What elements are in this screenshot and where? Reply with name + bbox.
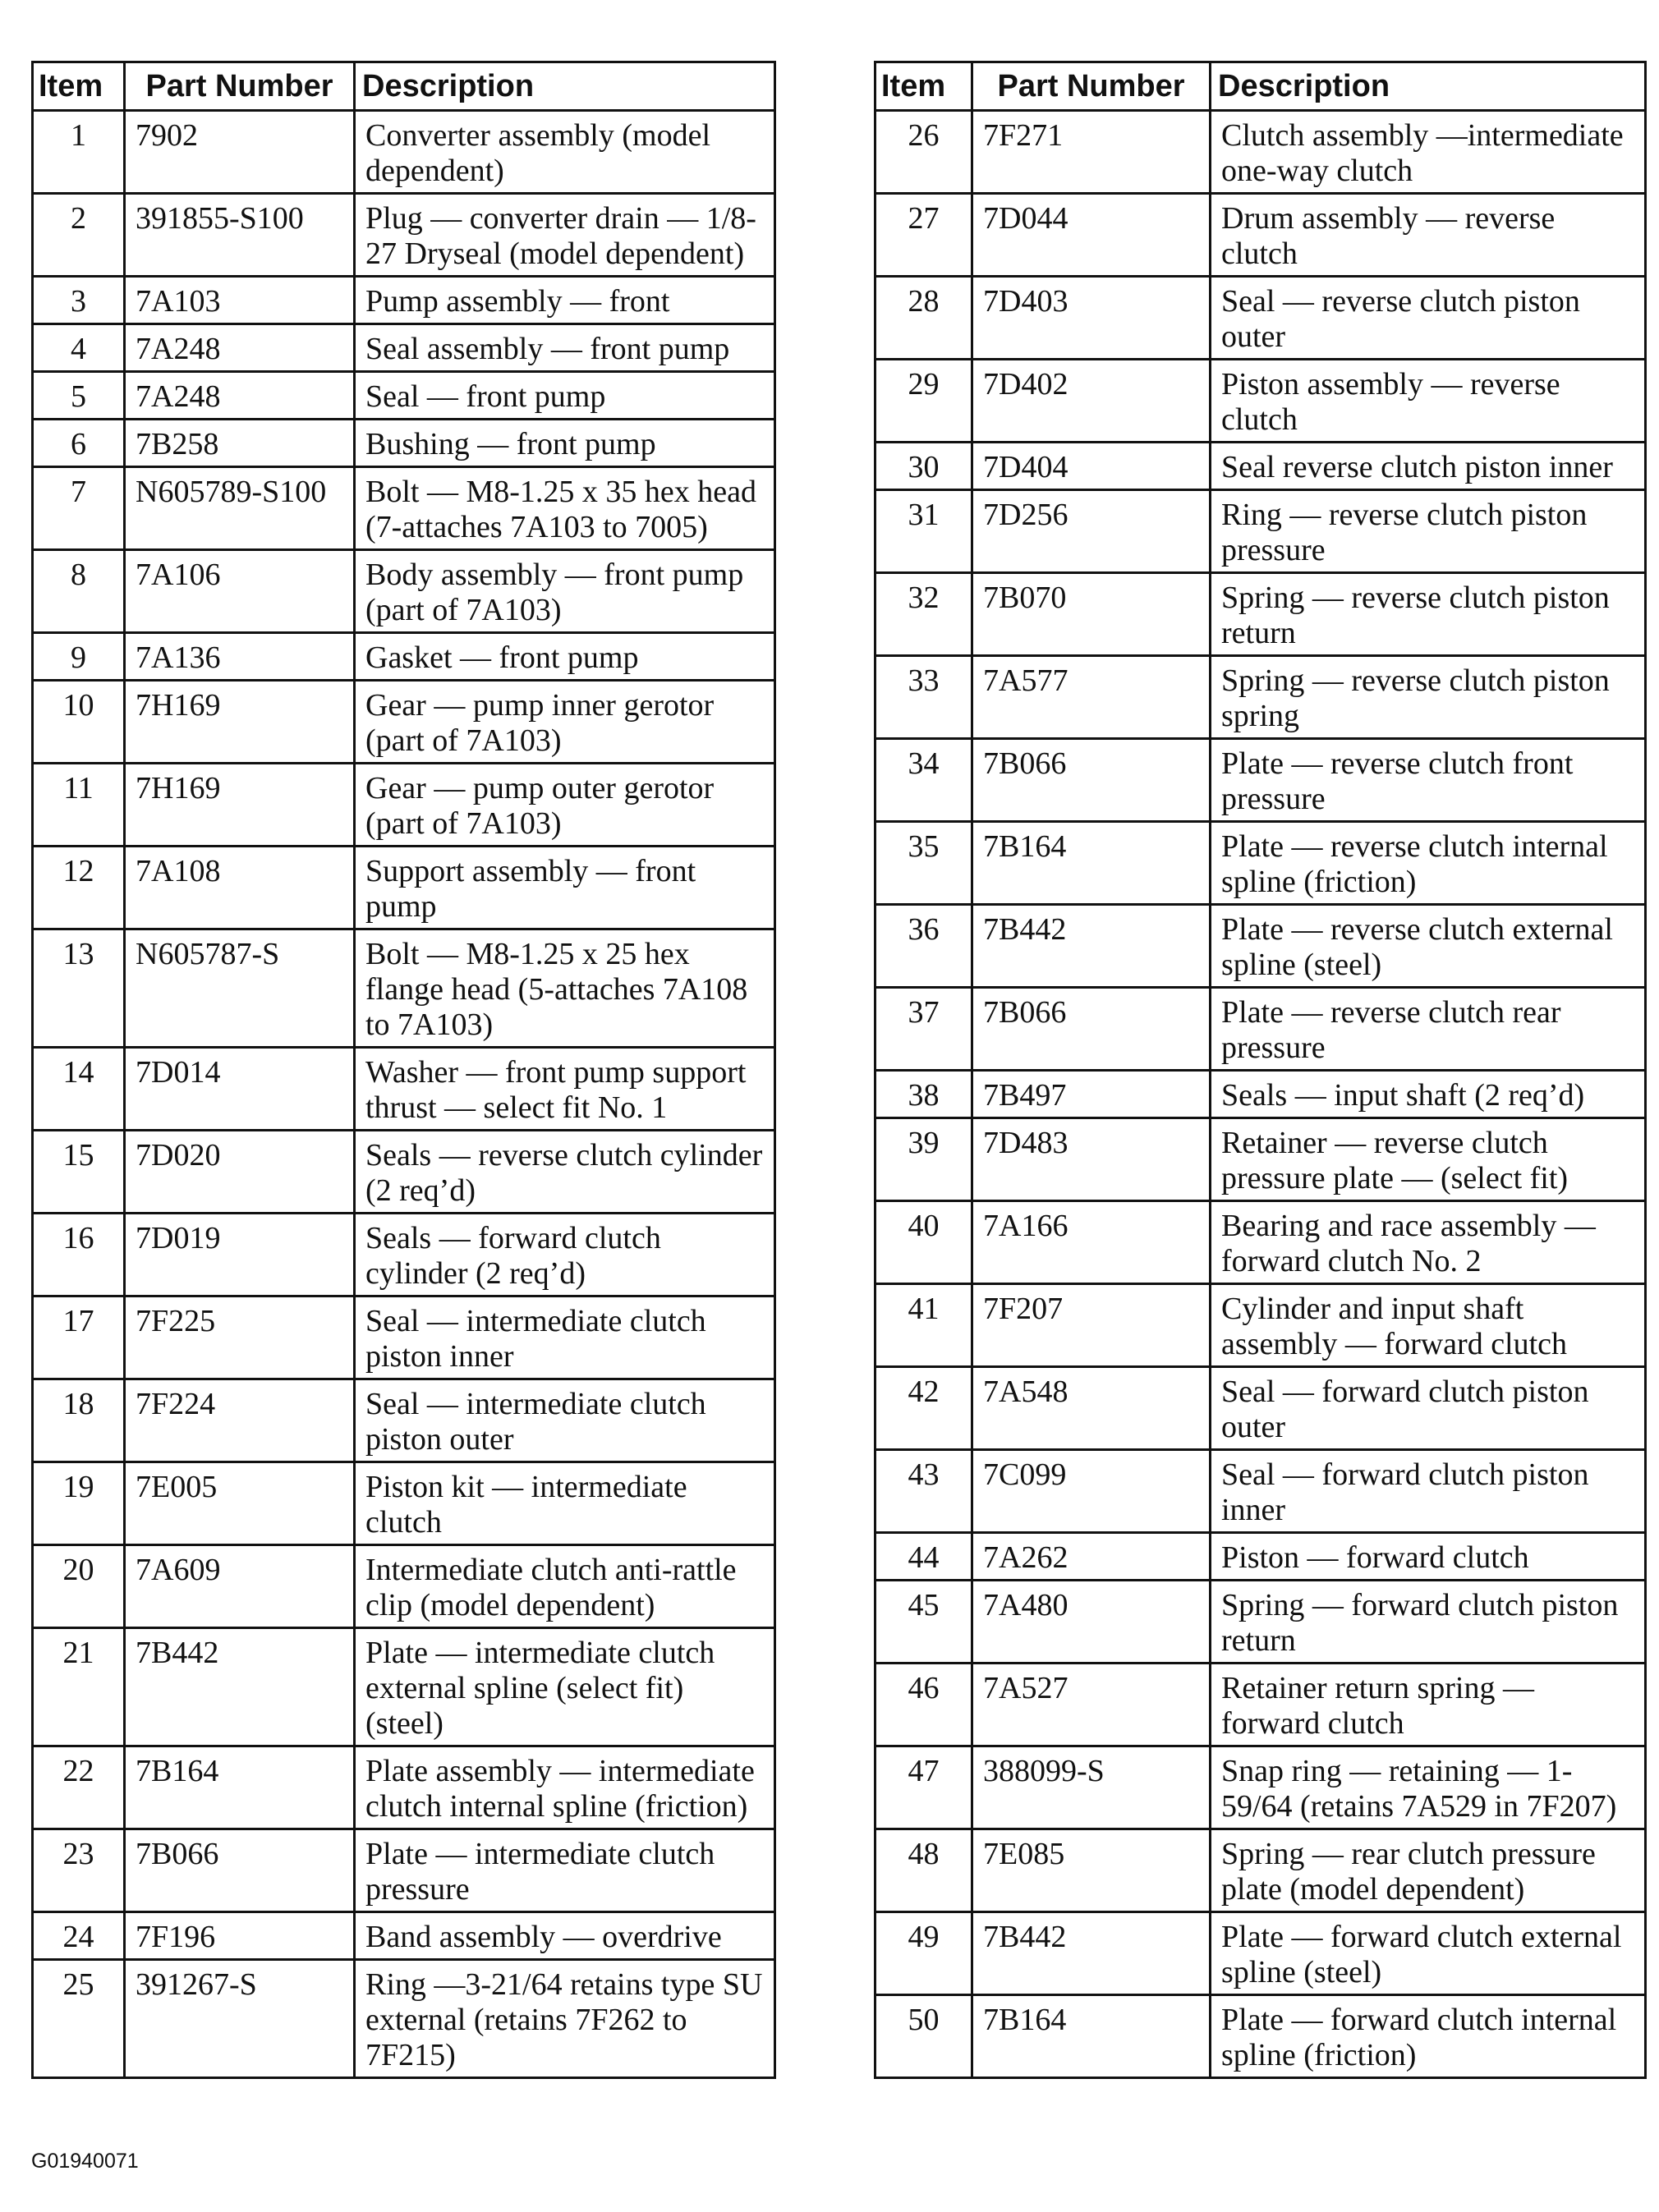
table-row xyxy=(875,1912,1646,1995)
table-row xyxy=(875,111,1646,194)
item-cell: 40 xyxy=(875,1201,972,1284)
item-cell: 46 xyxy=(875,1664,972,1746)
table-row xyxy=(875,573,1646,656)
part-number-cell: 391267-S xyxy=(125,1960,355,2078)
item-cell: 15 xyxy=(33,1131,125,1214)
table-row xyxy=(33,847,775,929)
part-number-cell: 7H169 xyxy=(125,681,355,764)
table-row xyxy=(33,324,775,372)
item-cell: 24 xyxy=(33,1912,125,1960)
description-cell: Piston assembly — reverse clutch xyxy=(1211,360,1646,443)
item-cell: 22 xyxy=(33,1746,125,1829)
description-cell: Plate — forward clutch external spline (steel) xyxy=(1211,1912,1646,1995)
header-item: Item xyxy=(33,62,125,111)
table-row xyxy=(875,1071,1646,1118)
description-cell: Seal — intermediate clutch piston outer xyxy=(355,1379,775,1462)
item-cell: 26 xyxy=(875,111,972,194)
part-number-cell: 7D402 xyxy=(972,360,1211,443)
item-cell: 10 xyxy=(33,681,125,764)
item-cell: 27 xyxy=(875,194,972,277)
part-number-cell: 7A103 xyxy=(125,277,355,324)
part-number-cell: 7B066 xyxy=(972,988,1211,1071)
table-row xyxy=(875,490,1646,573)
item-cell: 5 xyxy=(33,372,125,420)
item-cell: 4 xyxy=(33,324,125,372)
table-row xyxy=(33,1545,775,1628)
part-number-cell: 7B164 xyxy=(125,1746,355,1829)
item-cell: 16 xyxy=(33,1214,125,1296)
parts-table-left xyxy=(31,61,776,2079)
part-number-cell: 7H169 xyxy=(125,764,355,847)
item-cell: 18 xyxy=(33,1379,125,1462)
table-row xyxy=(33,1829,775,1912)
item-cell: 17 xyxy=(33,1296,125,1379)
item-cell: 34 xyxy=(875,739,972,822)
table-row xyxy=(33,1048,775,1131)
part-number-cell: 7A609 xyxy=(125,1545,355,1628)
parts-table-right xyxy=(874,61,1647,2079)
table-row xyxy=(875,1664,1646,1746)
table-row xyxy=(33,1746,775,1829)
part-number-cell: 7902 xyxy=(125,111,355,194)
part-number-cell: 7D256 xyxy=(972,490,1211,573)
description-cell: Seals — forward clutch cylinder (2 req’d) xyxy=(355,1214,775,1296)
description-cell: Gasket — front pump xyxy=(355,633,775,681)
item-cell: 35 xyxy=(875,822,972,905)
table-row xyxy=(875,1118,1646,1201)
description-cell: Band assembly — overdrive xyxy=(355,1912,775,1960)
part-number-cell: 7D403 xyxy=(972,277,1211,360)
item-cell: 25 xyxy=(33,1960,125,2078)
table-row xyxy=(875,1284,1646,1367)
description-cell: Plate — reverse clutch external spline (steel) xyxy=(1211,905,1646,988)
description-cell: Seal — forward clutch piston inner xyxy=(1211,1450,1646,1533)
table-row xyxy=(875,905,1646,988)
description-cell: Piston — forward clutch xyxy=(1211,1533,1646,1581)
part-number-cell: N605789-S100 xyxy=(125,467,355,550)
table-row xyxy=(875,1746,1646,1829)
table-header-row xyxy=(33,62,775,111)
part-number-cell: 7B442 xyxy=(125,1628,355,1746)
table-row xyxy=(33,929,775,1048)
table-row xyxy=(875,1533,1646,1581)
description-cell: Bolt — M8-1.25 x 25 hex flange head (5-attaches 7A108 to 7A103) xyxy=(355,929,775,1048)
description-cell: Gear — pump outer gerotor (part of 7A103) xyxy=(355,764,775,847)
part-number-cell: 7B497 xyxy=(972,1071,1211,1118)
description-cell: Ring —3-21/64 retains type SU external (retains 7F262 to 7F215) xyxy=(355,1960,775,2078)
description-cell: Snap ring — retaining — 1-59/64 (retains 7A529 in 7F207) xyxy=(1211,1746,1646,1829)
part-number-cell: 7F224 xyxy=(125,1379,355,1462)
description-cell: Ring — reverse clutch piston pressure xyxy=(1211,490,1646,573)
table-row xyxy=(33,633,775,681)
description-cell: Gear — pump inner gerotor (part of 7A103) xyxy=(355,681,775,764)
part-number-cell: 7C099 xyxy=(972,1450,1211,1533)
description-cell: Seal assembly — front pump xyxy=(355,324,775,372)
description-cell: Spring — reverse clutch piston return xyxy=(1211,573,1646,656)
item-cell: 48 xyxy=(875,1829,972,1912)
part-number-cell: 388099-S xyxy=(972,1746,1211,1829)
item-cell: 3 xyxy=(33,277,125,324)
item-cell: 43 xyxy=(875,1450,972,1533)
part-number-cell: 7D019 xyxy=(125,1214,355,1296)
part-number-cell: 7A108 xyxy=(125,847,355,929)
header-description: Description xyxy=(1211,62,1646,111)
part-number-cell: 391855-S100 xyxy=(125,194,355,277)
description-cell: Bushing — front pump xyxy=(355,420,775,467)
part-number-cell: 7D014 xyxy=(125,1048,355,1131)
part-number-cell: 7F207 xyxy=(972,1284,1211,1367)
part-number-cell: 7B442 xyxy=(972,1912,1211,1995)
table-row xyxy=(875,1450,1646,1533)
part-number-cell: 7A480 xyxy=(972,1581,1211,1664)
item-cell: 44 xyxy=(875,1533,972,1581)
description-cell: Seals — reverse clutch cylinder (2 req’d) xyxy=(355,1131,775,1214)
item-cell: 33 xyxy=(875,656,972,739)
part-number-cell: 7E085 xyxy=(972,1829,1211,1912)
item-cell: 23 xyxy=(33,1829,125,1912)
item-cell: 36 xyxy=(875,905,972,988)
description-cell: Pump assembly — front xyxy=(355,277,775,324)
description-cell: Spring — rear clutch pressure plate (model dependent) xyxy=(1211,1829,1646,1912)
table-row xyxy=(875,277,1646,360)
item-cell: 14 xyxy=(33,1048,125,1131)
description-cell: Intermediate clutch anti-rattle clip (model dependent) xyxy=(355,1545,775,1628)
item-cell: 39 xyxy=(875,1118,972,1201)
table-row xyxy=(875,822,1646,905)
table-row xyxy=(33,1296,775,1379)
part-number-cell: N605787-S xyxy=(125,929,355,1048)
table-row xyxy=(875,739,1646,822)
item-cell: 38 xyxy=(875,1071,972,1118)
header-item: Item xyxy=(875,62,972,111)
item-cell: 50 xyxy=(875,1995,972,2078)
item-cell: 45 xyxy=(875,1581,972,1664)
part-number-cell: 7D044 xyxy=(972,194,1211,277)
part-number-cell: 7D020 xyxy=(125,1131,355,1214)
item-cell: 8 xyxy=(33,550,125,633)
description-cell: Bolt — M8-1.25 x 35 hex head (7-attaches 7A103 to 7005) xyxy=(355,467,775,550)
description-cell: Seal — reverse clutch piston outer xyxy=(1211,277,1646,360)
item-cell: 12 xyxy=(33,847,125,929)
item-cell: 28 xyxy=(875,277,972,360)
table-row xyxy=(33,467,775,550)
item-cell: 2 xyxy=(33,194,125,277)
description-cell: Plate — intermediate clutch pressure xyxy=(355,1829,775,1912)
item-cell: 30 xyxy=(875,443,972,490)
part-number-cell: 7B442 xyxy=(972,905,1211,988)
description-cell: Plate — reverse clutch rear pressure xyxy=(1211,988,1646,1071)
table-row xyxy=(875,1581,1646,1664)
table-row xyxy=(875,1201,1646,1284)
part-number-cell: 7A262 xyxy=(972,1533,1211,1581)
table-row xyxy=(33,1628,775,1746)
item-cell: 31 xyxy=(875,490,972,573)
table-row xyxy=(33,1462,775,1545)
description-cell: Seal reverse clutch piston inner xyxy=(1211,443,1646,490)
description-cell: Plate — reverse clutch front pressure xyxy=(1211,739,1646,822)
table-row xyxy=(875,360,1646,443)
table-row xyxy=(33,1131,775,1214)
description-cell: Plate assembly — intermediate clutch internal spline (friction) xyxy=(355,1746,775,1829)
item-cell: 19 xyxy=(33,1462,125,1545)
table-row xyxy=(875,443,1646,490)
table-row xyxy=(33,1379,775,1462)
table-row xyxy=(33,681,775,764)
part-number-cell: 7B066 xyxy=(972,739,1211,822)
description-cell: Plate — reverse clutch internal spline (friction) xyxy=(1211,822,1646,905)
table-row xyxy=(33,1912,775,1960)
table-header-row xyxy=(875,62,1646,111)
item-cell: 13 xyxy=(33,929,125,1048)
description-cell: Cylinder and input shaft assembly — forward clutch xyxy=(1211,1284,1646,1367)
part-number-cell: 7A548 xyxy=(972,1367,1211,1450)
part-number-cell: 7D404 xyxy=(972,443,1211,490)
table-row xyxy=(33,372,775,420)
part-number-cell: 7E005 xyxy=(125,1462,355,1545)
part-number-cell: 7B258 xyxy=(125,420,355,467)
table-row xyxy=(33,1960,775,2078)
item-cell: 32 xyxy=(875,573,972,656)
description-cell: Retainer return spring — forward clutch xyxy=(1211,1664,1646,1746)
table-row xyxy=(33,420,775,467)
description-cell: Plate — intermediate clutch external spline (select fit) (steel) xyxy=(355,1628,775,1746)
part-number-cell: 7A577 xyxy=(972,656,1211,739)
item-cell: 7 xyxy=(33,467,125,550)
part-number-cell: 7D483 xyxy=(972,1118,1211,1201)
description-cell: Seal — intermediate clutch piston inner xyxy=(355,1296,775,1379)
item-cell: 49 xyxy=(875,1912,972,1995)
header-description: Description xyxy=(355,62,775,111)
table-row xyxy=(33,194,775,277)
table-row xyxy=(875,656,1646,739)
description-cell: Plug — converter drain — 1/8-27 Dryseal (model dependent) xyxy=(355,194,775,277)
item-cell: 47 xyxy=(875,1746,972,1829)
part-number-cell: 7F271 xyxy=(972,111,1211,194)
table-row xyxy=(875,988,1646,1071)
part-number-cell: 7A106 xyxy=(125,550,355,633)
part-number-cell: 7B164 xyxy=(972,822,1211,905)
description-cell: Seal — front pump xyxy=(355,372,775,420)
table-row xyxy=(875,1367,1646,1450)
item-cell: 1 xyxy=(33,111,125,194)
table-row xyxy=(33,550,775,633)
part-number-cell: 7B164 xyxy=(972,1995,1211,2078)
item-cell: 9 xyxy=(33,633,125,681)
item-cell: 6 xyxy=(33,420,125,467)
description-cell: Spring — reverse clutch piston spring xyxy=(1211,656,1646,739)
table-row xyxy=(33,277,775,324)
description-cell: Bearing and race assembly — forward clutch No. 2 xyxy=(1211,1201,1646,1284)
table-row xyxy=(33,764,775,847)
description-cell: Seals — input shaft (2 req’d) xyxy=(1211,1071,1646,1118)
part-number-cell: 7A136 xyxy=(125,633,355,681)
table-row xyxy=(33,111,775,194)
part-number-cell: 7A527 xyxy=(972,1664,1211,1746)
item-cell: 20 xyxy=(33,1545,125,1628)
table-row xyxy=(33,1214,775,1296)
item-cell: 29 xyxy=(875,360,972,443)
item-cell: 11 xyxy=(33,764,125,847)
description-cell: Body assembly — front pump (part of 7A103) xyxy=(355,550,775,633)
item-cell: 41 xyxy=(875,1284,972,1367)
description-cell: Seal — forward clutch piston outer xyxy=(1211,1367,1646,1450)
part-number-cell: 7A248 xyxy=(125,324,355,372)
part-number-cell: 7A248 xyxy=(125,372,355,420)
description-cell: Spring — forward clutch piston return xyxy=(1211,1581,1646,1664)
header-part-number: Part Number xyxy=(972,62,1211,111)
description-cell: Clutch assembly —intermediate one-way clutch xyxy=(1211,111,1646,194)
item-cell: 21 xyxy=(33,1628,125,1746)
part-number-cell: 7B066 xyxy=(125,1829,355,1912)
description-cell: Retainer — reverse clutch pressure plate — (select fit) xyxy=(1211,1118,1646,1201)
description-cell: Support assembly — front pump xyxy=(355,847,775,929)
part-number-cell: 7F196 xyxy=(125,1912,355,1960)
part-number-cell: 7F225 xyxy=(125,1296,355,1379)
table-row xyxy=(875,1829,1646,1912)
item-cell: 42 xyxy=(875,1367,972,1450)
description-cell: Converter assembly (model dependent) xyxy=(355,111,775,194)
description-cell: Drum assembly — reverse clutch xyxy=(1211,194,1646,277)
item-cell: 37 xyxy=(875,988,972,1071)
description-cell: Piston kit — intermediate clutch xyxy=(355,1462,775,1545)
description-cell: Washer — front pump support thrust — select fit No. 1 xyxy=(355,1048,775,1131)
part-number-cell: 7A166 xyxy=(972,1201,1211,1284)
part-number-cell: 7B070 xyxy=(972,573,1211,656)
table-row xyxy=(875,194,1646,277)
figure-code: G01940071 xyxy=(31,2150,139,2173)
header-part-number: Part Number xyxy=(125,62,355,111)
description-cell: Plate — forward clutch internal spline (friction) xyxy=(1211,1995,1646,2078)
table-row xyxy=(875,1995,1646,2078)
